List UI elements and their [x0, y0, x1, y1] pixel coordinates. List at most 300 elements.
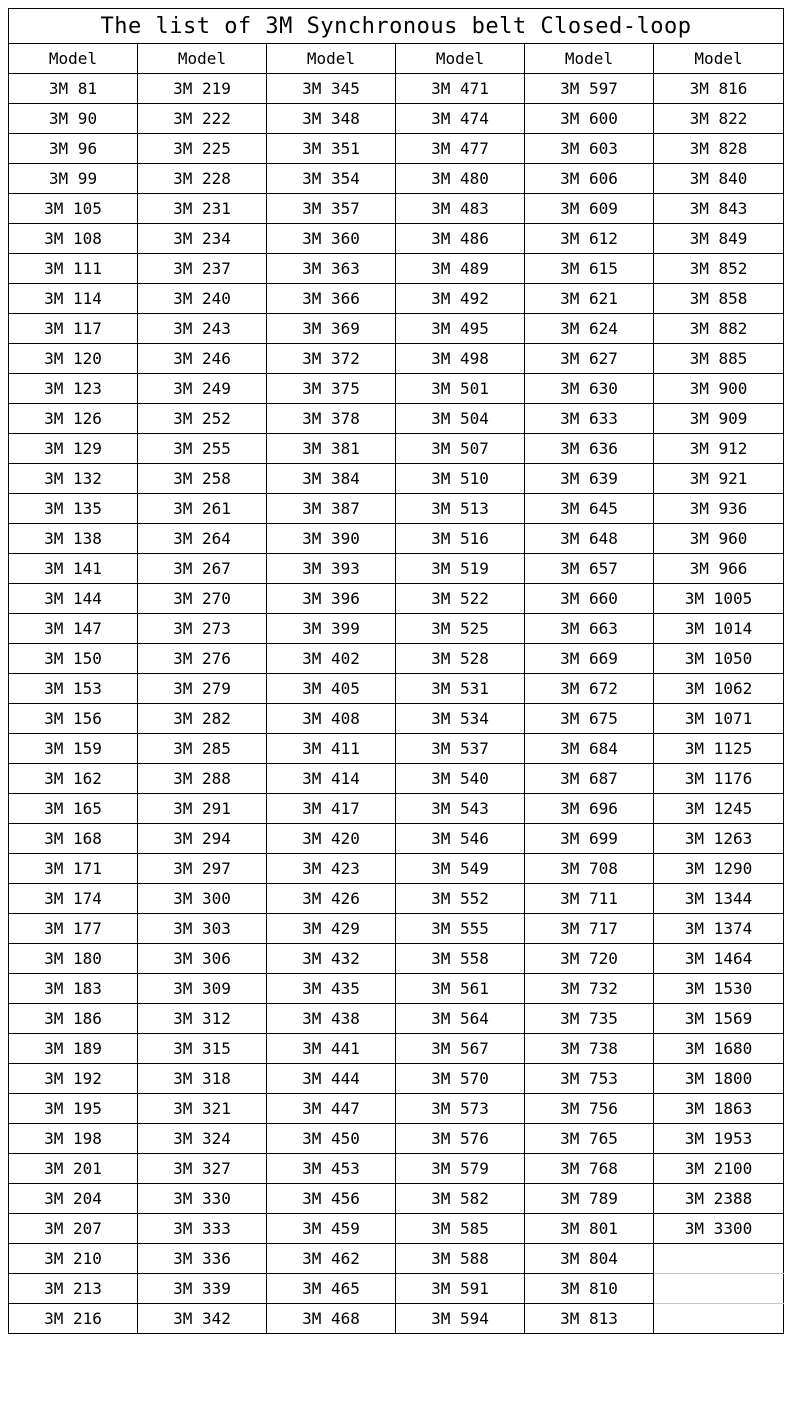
- table-row: [9, 1064, 784, 1094]
- model-cell: 3M 486: [396, 224, 525, 254]
- model-cell: 3M 966: [654, 554, 784, 584]
- model-cell: 3M 1530: [654, 974, 784, 1004]
- model-cell: 3M 1464: [654, 944, 784, 974]
- model-cell: 3M 315: [138, 1034, 267, 1064]
- model-cell: 3M 531: [396, 674, 525, 704]
- model-cell: 3M 555: [396, 914, 525, 944]
- model-cell: 3M 576: [396, 1124, 525, 1154]
- model-cell: 3M 564: [396, 1004, 525, 1034]
- model-cell: 3M 633: [525, 404, 654, 434]
- model-cell: 3M 117: [9, 314, 138, 344]
- model-cell: 3M 513: [396, 494, 525, 524]
- title-row: [9, 9, 784, 44]
- model-cell: 3M 192: [9, 1064, 138, 1094]
- table-row: [9, 284, 784, 314]
- table-row: [9, 884, 784, 914]
- table-row: [9, 1244, 784, 1274]
- model-cell: 3M 90: [9, 104, 138, 134]
- model-cell: 3M 222: [138, 104, 267, 134]
- model-cell: 3M 528: [396, 644, 525, 674]
- model-cell: 3M 312: [138, 1004, 267, 1034]
- model-cell: 3M 351: [267, 134, 396, 164]
- model-cell: 3M 609: [525, 194, 654, 224]
- model-cell: 3M 441: [267, 1034, 396, 1064]
- model-cell: 3M 204: [9, 1184, 138, 1214]
- model-cell: 3M 390: [267, 524, 396, 554]
- model-cell: 3M 300: [138, 884, 267, 914]
- table-row: [9, 434, 784, 464]
- model-cell: 3M 849: [654, 224, 784, 254]
- model-cell: 3M 231: [138, 194, 267, 224]
- table-row: [9, 944, 784, 974]
- model-cell: 3M 201: [9, 1154, 138, 1184]
- model-cell: 3M 342: [138, 1304, 267, 1334]
- model-cell: 3M 468: [267, 1304, 396, 1334]
- table-row: [9, 404, 784, 434]
- model-cell: 3M 858: [654, 284, 784, 314]
- table-row: [9, 554, 784, 584]
- model-cell: 3M 276: [138, 644, 267, 674]
- model-cell: 3M 507: [396, 434, 525, 464]
- table-row: [9, 704, 784, 734]
- model-cell: 3M 675: [525, 704, 654, 734]
- table-row: [9, 494, 784, 524]
- model-cell: 3M 663: [525, 614, 654, 644]
- model-cell: 3M 207: [9, 1214, 138, 1244]
- model-cell: 3M 279: [138, 674, 267, 704]
- column-header: Model: [525, 44, 654, 74]
- model-cell: 3M 249: [138, 374, 267, 404]
- model-cell: 3M 630: [525, 374, 654, 404]
- model-cell: 3M 96: [9, 134, 138, 164]
- model-cell: 3M 534: [396, 704, 525, 734]
- model-cell: 3M 573: [396, 1094, 525, 1124]
- model-cell: 3M 372: [267, 344, 396, 374]
- model-cell: 3M 234: [138, 224, 267, 254]
- model-cell: 3M 882: [654, 314, 784, 344]
- model-cell: 3M 822: [654, 104, 784, 134]
- model-cell: 3M 447: [267, 1094, 396, 1124]
- model-cell: 3M 81: [9, 74, 138, 104]
- model-cell: 3M 1863: [654, 1094, 784, 1124]
- model-cell: 3M 816: [654, 74, 784, 104]
- model-cell: 3M 396: [267, 584, 396, 614]
- model-cell: 3M 552: [396, 884, 525, 914]
- table-row: [9, 1214, 784, 1244]
- model-cell: 3M 408: [267, 704, 396, 734]
- model-cell: 3M 225: [138, 134, 267, 164]
- model-cell: 3M 264: [138, 524, 267, 554]
- model-cell: 3M 186: [9, 1004, 138, 1034]
- model-cell: 3M 120: [9, 344, 138, 374]
- table-row: [9, 1304, 784, 1334]
- model-cell: 3M 321: [138, 1094, 267, 1124]
- model-cell: 3M 696: [525, 794, 654, 824]
- table-row: [9, 1154, 784, 1184]
- table-row: [9, 1004, 784, 1034]
- model-cell: 3M 3300: [654, 1214, 784, 1244]
- model-cell: 3M 699: [525, 824, 654, 854]
- model-cell: 3M 138: [9, 524, 138, 554]
- model-cell: 3M 381: [267, 434, 396, 464]
- model-cell: 3M 384: [267, 464, 396, 494]
- model-cell: 3M 900: [654, 374, 784, 404]
- model-cell: 3M 123: [9, 374, 138, 404]
- table-row: [9, 194, 784, 224]
- model-cell: 3M 126: [9, 404, 138, 434]
- table-row: [9, 374, 784, 404]
- model-cell: 3M 393: [267, 554, 396, 584]
- table-row: [9, 674, 784, 704]
- model-cell: 3M 636: [525, 434, 654, 464]
- table-row: [9, 104, 784, 134]
- model-cell: 3M 801: [525, 1214, 654, 1244]
- table-row: [9, 464, 784, 494]
- model-cell: 3M 432: [267, 944, 396, 974]
- table-row: [9, 974, 784, 1004]
- model-cell: 3M 495: [396, 314, 525, 344]
- model-cell: 3M 111: [9, 254, 138, 284]
- table-row: [9, 1124, 784, 1154]
- model-cell: 3M 603: [525, 134, 654, 164]
- model-cell: 3M 345: [267, 74, 396, 104]
- model-cell: 3M 465: [267, 1274, 396, 1304]
- column-header: Model: [654, 44, 784, 74]
- model-cell: 3M 252: [138, 404, 267, 434]
- model-cell: 3M 852: [654, 254, 784, 284]
- model-cell: 3M 522: [396, 584, 525, 614]
- table-row: [9, 1184, 784, 1214]
- model-cell: 3M 99: [9, 164, 138, 194]
- column-header: Model: [138, 44, 267, 74]
- column-header: Model: [267, 44, 396, 74]
- table-row: [9, 134, 784, 164]
- model-cell: 3M 378: [267, 404, 396, 434]
- model-cell: 3M 711: [525, 884, 654, 914]
- model-cell: 3M 591: [396, 1274, 525, 1304]
- model-cell: 3M 567: [396, 1034, 525, 1064]
- belt-model-table: [8, 8, 784, 1334]
- empty-cell: [654, 1274, 784, 1304]
- table-row: [9, 734, 784, 764]
- model-cell: 3M 306: [138, 944, 267, 974]
- model-cell: 3M 183: [9, 974, 138, 1004]
- table-row: [9, 254, 784, 284]
- model-cell: 3M 336: [138, 1244, 267, 1274]
- model-cell: 3M 198: [9, 1124, 138, 1154]
- model-cell: 3M 669: [525, 644, 654, 674]
- model-cell: 3M 114: [9, 284, 138, 314]
- model-cell: 3M 588: [396, 1244, 525, 1274]
- model-cell: 3M 438: [267, 1004, 396, 1034]
- model-cell: 3M 462: [267, 1244, 396, 1274]
- model-cell: 3M 246: [138, 344, 267, 374]
- model-cell: 3M 180: [9, 944, 138, 974]
- model-cell: 3M 210: [9, 1244, 138, 1274]
- column-header: Model: [9, 44, 138, 74]
- model-cell: 3M 516: [396, 524, 525, 554]
- model-cell: 3M 525: [396, 614, 525, 644]
- model-cell: 3M 756: [525, 1094, 654, 1124]
- table-row: [9, 1034, 784, 1064]
- model-cell: 3M 105: [9, 194, 138, 224]
- model-cell: 3M 546: [396, 824, 525, 854]
- model-cell: 3M 738: [525, 1034, 654, 1064]
- model-cell: 3M 540: [396, 764, 525, 794]
- model-cell: 3M 333: [138, 1214, 267, 1244]
- model-cell: 3M 309: [138, 974, 267, 1004]
- model-cell: 3M 474: [396, 104, 525, 134]
- model-cell: 3M 150: [9, 644, 138, 674]
- model-cell: 3M 456: [267, 1184, 396, 1214]
- model-cell: 3M 363: [267, 254, 396, 284]
- model-cell: 3M 294: [138, 824, 267, 854]
- model-cell: 3M 2100: [654, 1154, 784, 1184]
- model-cell: 3M 936: [654, 494, 784, 524]
- model-cell: 3M 147: [9, 614, 138, 644]
- model-cell: 3M 132: [9, 464, 138, 494]
- model-cell: 3M 348: [267, 104, 396, 134]
- model-cell: 3M 489: [396, 254, 525, 284]
- model-cell: 3M 258: [138, 464, 267, 494]
- model-cell: 3M 621: [525, 284, 654, 314]
- model-cell: 3M 582: [396, 1184, 525, 1214]
- table-row: [9, 794, 784, 824]
- model-cell: 3M 687: [525, 764, 654, 794]
- model-cell: 3M 360: [267, 224, 396, 254]
- model-cell: 3M 1050: [654, 644, 784, 674]
- model-cell: 3M 720: [525, 944, 654, 974]
- table-row: [9, 524, 784, 554]
- model-cell: 3M 960: [654, 524, 784, 554]
- model-cell: 3M 288: [138, 764, 267, 794]
- model-cell: 3M 195: [9, 1094, 138, 1124]
- model-cell: 3M 717: [525, 914, 654, 944]
- model-cell: 3M 732: [525, 974, 654, 1004]
- model-cell: 3M 912: [654, 434, 784, 464]
- model-cell: 3M 684: [525, 734, 654, 764]
- model-cell: 3M 1245: [654, 794, 784, 824]
- model-cell: 3M 735: [525, 1004, 654, 1034]
- model-cell: 3M 483: [396, 194, 525, 224]
- model-cell: 3M 423: [267, 854, 396, 884]
- table-row: [9, 644, 784, 674]
- model-cell: 3M 168: [9, 824, 138, 854]
- model-cell: 3M 885: [654, 344, 784, 374]
- model-cell: 3M 453: [267, 1154, 396, 1184]
- model-cell: 3M 240: [138, 284, 267, 314]
- model-cell: 3M 270: [138, 584, 267, 614]
- model-cell: 3M 813: [525, 1304, 654, 1334]
- model-cell: 3M 648: [525, 524, 654, 554]
- model-cell: 3M 156: [9, 704, 138, 734]
- model-cell: 3M 357: [267, 194, 396, 224]
- model-cell: 3M 177: [9, 914, 138, 944]
- table-row: [9, 314, 784, 344]
- model-cell: 3M 909: [654, 404, 784, 434]
- table-row: [9, 224, 784, 254]
- model-cell: 3M 1374: [654, 914, 784, 944]
- model-cell: 3M 375: [267, 374, 396, 404]
- table-body: [9, 74, 784, 1334]
- model-cell: 3M 585: [396, 1214, 525, 1244]
- model-cell: 3M 435: [267, 974, 396, 1004]
- model-cell: 3M 159: [9, 734, 138, 764]
- column-header: Model: [396, 44, 525, 74]
- model-cell: 3M 558: [396, 944, 525, 974]
- model-cell: 3M 354: [267, 164, 396, 194]
- model-cell: 3M 561: [396, 974, 525, 1004]
- model-cell: 3M 768: [525, 1154, 654, 1184]
- model-cell: 3M 600: [525, 104, 654, 134]
- model-cell: 3M 480: [396, 164, 525, 194]
- model-cell: 3M 450: [267, 1124, 396, 1154]
- model-cell: 3M 1125: [654, 734, 784, 764]
- model-cell: 3M 255: [138, 434, 267, 464]
- model-cell: 3M 594: [396, 1304, 525, 1334]
- model-cell: 3M 624: [525, 314, 654, 344]
- model-cell: 3M 153: [9, 674, 138, 704]
- model-cell: 3M 261: [138, 494, 267, 524]
- model-cell: 3M 579: [396, 1154, 525, 1184]
- model-cell: 3M 708: [525, 854, 654, 884]
- table-row: [9, 914, 784, 944]
- model-cell: 3M 429: [267, 914, 396, 944]
- model-cell: 3M 318: [138, 1064, 267, 1094]
- model-cell: 3M 405: [267, 674, 396, 704]
- model-cell: 3M 612: [525, 224, 654, 254]
- model-cell: 3M 2388: [654, 1184, 784, 1214]
- model-cell: 3M 657: [525, 554, 654, 584]
- model-cell: 3M 1062: [654, 674, 784, 704]
- model-cell: 3M 1953: [654, 1124, 784, 1154]
- model-cell: 3M 1176: [654, 764, 784, 794]
- model-cell: 3M 660: [525, 584, 654, 614]
- model-cell: 3M 843: [654, 194, 784, 224]
- model-cell: 3M 537: [396, 734, 525, 764]
- model-cell: 3M 285: [138, 734, 267, 764]
- model-cell: 3M 1014: [654, 614, 784, 644]
- model-cell: 3M 459: [267, 1214, 396, 1244]
- model-cell: 3M 615: [525, 254, 654, 284]
- model-cell: 3M 1005: [654, 584, 784, 614]
- model-cell: 3M 810: [525, 1274, 654, 1304]
- model-cell: 3M 174: [9, 884, 138, 914]
- header-row: [9, 44, 784, 74]
- model-cell: 3M 492: [396, 284, 525, 314]
- model-cell: 3M 753: [525, 1064, 654, 1094]
- model-cell: 3M 921: [654, 464, 784, 494]
- model-cell: 3M 417: [267, 794, 396, 824]
- model-cell: 3M 1344: [654, 884, 784, 914]
- table-row: [9, 584, 784, 614]
- model-cell: 3M 471: [396, 74, 525, 104]
- model-cell: 3M 549: [396, 854, 525, 884]
- model-cell: 3M 828: [654, 134, 784, 164]
- model-cell: 3M 189: [9, 1034, 138, 1064]
- model-cell: 3M 639: [525, 464, 654, 494]
- model-cell: 3M 141: [9, 554, 138, 584]
- table-row: [9, 1094, 784, 1124]
- model-cell: 3M 597: [525, 74, 654, 104]
- model-cell: 3M 498: [396, 344, 525, 374]
- model-cell: 3M 324: [138, 1124, 267, 1154]
- model-cell: 3M 144: [9, 584, 138, 614]
- model-cell: 3M 414: [267, 764, 396, 794]
- model-cell: 3M 765: [525, 1124, 654, 1154]
- model-cell: 3M 1680: [654, 1034, 784, 1064]
- model-cell: 3M 1800: [654, 1064, 784, 1094]
- model-cell: 3M 606: [525, 164, 654, 194]
- model-cell: 3M 243: [138, 314, 267, 344]
- model-cell: 3M 267: [138, 554, 267, 584]
- model-cell: 3M 840: [654, 164, 784, 194]
- model-cell: 3M 228: [138, 164, 267, 194]
- model-cell: 3M 570: [396, 1064, 525, 1094]
- model-cell: 3M 213: [9, 1274, 138, 1304]
- table-row: [9, 824, 784, 854]
- model-cell: 3M 627: [525, 344, 654, 374]
- table-title: The list of 3M Synchronous belt Closed-loop: [9, 9, 784, 44]
- model-cell: 3M 804: [525, 1244, 654, 1274]
- model-cell: 3M 129: [9, 434, 138, 464]
- model-cell: 3M 411: [267, 734, 396, 764]
- model-cell: 3M 672: [525, 674, 654, 704]
- empty-cell: [654, 1244, 784, 1274]
- model-cell: 3M 282: [138, 704, 267, 734]
- table-row: [9, 74, 784, 104]
- model-cell: 3M 387: [267, 494, 396, 524]
- model-cell: 3M 330: [138, 1184, 267, 1214]
- table-row: [9, 854, 784, 884]
- model-cell: 3M 303: [138, 914, 267, 944]
- model-cell: 3M 273: [138, 614, 267, 644]
- model-cell: 3M 501: [396, 374, 525, 404]
- table-row: [9, 344, 784, 374]
- model-cell: 3M 291: [138, 794, 267, 824]
- model-cell: 3M 510: [396, 464, 525, 494]
- model-cell: 3M 1071: [654, 704, 784, 734]
- table-row: [9, 164, 784, 194]
- model-cell: 3M 237: [138, 254, 267, 284]
- model-cell: 3M 165: [9, 794, 138, 824]
- model-cell: 3M 1569: [654, 1004, 784, 1034]
- model-cell: 3M 645: [525, 494, 654, 524]
- model-cell: 3M 369: [267, 314, 396, 344]
- table-row: [9, 764, 784, 794]
- table-row: [9, 614, 784, 644]
- model-cell: 3M 477: [396, 134, 525, 164]
- model-cell: 3M 789: [525, 1184, 654, 1214]
- model-cell: 3M 162: [9, 764, 138, 794]
- table-row: [9, 1274, 784, 1304]
- model-cell: 3M 1290: [654, 854, 784, 884]
- model-cell: 3M 339: [138, 1274, 267, 1304]
- model-cell: 3M 426: [267, 884, 396, 914]
- model-cell: 3M 504: [396, 404, 525, 434]
- model-cell: 3M 216: [9, 1304, 138, 1334]
- model-cell: 3M 108: [9, 224, 138, 254]
- model-cell: 3M 366: [267, 284, 396, 314]
- model-cell: 3M 444: [267, 1064, 396, 1094]
- empty-cell: [654, 1304, 784, 1334]
- model-cell: 3M 297: [138, 854, 267, 884]
- model-cell: 3M 519: [396, 554, 525, 584]
- model-cell: 3M 420: [267, 824, 396, 854]
- model-cell: 3M 327: [138, 1154, 267, 1184]
- model-cell: 3M 543: [396, 794, 525, 824]
- model-cell: 3M 1263: [654, 824, 784, 854]
